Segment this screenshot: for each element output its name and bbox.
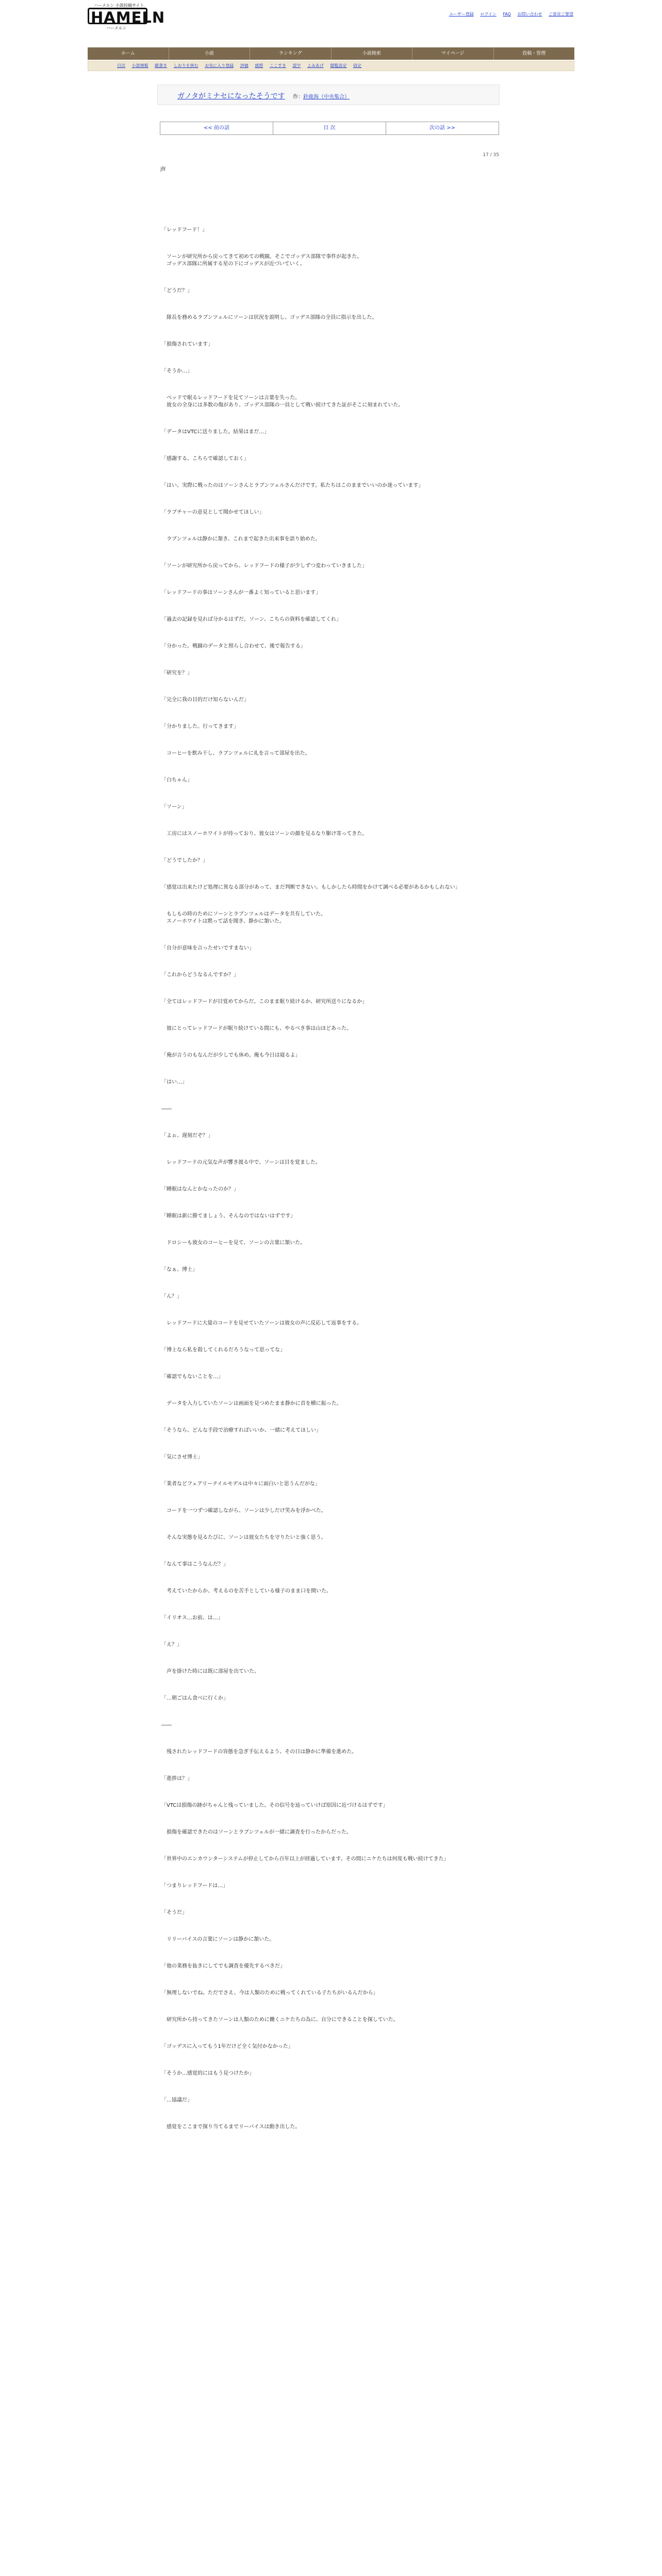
story-paragraph: 「はい。実際に戦ったのはソーンさんとラブンツェルさんだけです。私たちはこのままでいいのか迷っています」 bbox=[161, 483, 424, 488]
story-paragraph: 「確認でもないことを…」 bbox=[161, 1374, 223, 1380]
link-login[interactable]: ログイン bbox=[480, 12, 496, 16]
story-paragraph: 「完全に我の目的だけ知らないんだ」 bbox=[161, 697, 249, 703]
story-paragraph: 研究所から持ってきたソーンは人類のために働くニケたちの為に、自分にできることを探していた。 bbox=[161, 2017, 399, 2023]
story-paragraph: 考えていたからか、考えるのを苦手としている様子のまま口を開いた。 bbox=[161, 1588, 332, 1594]
nav-novels[interactable]: 小説 bbox=[169, 47, 251, 60]
story-paragraph: 「…協議だ」 bbox=[161, 2097, 192, 2103]
subnav-index[interactable]: 目次 bbox=[117, 63, 125, 68]
top-links bbox=[444, 11, 573, 17]
chapter-title: 声 bbox=[160, 166, 167, 173]
story-paragraph: 「そうか…感覚的にはもう見つけたか」 bbox=[161, 2071, 254, 2076]
story-paragraph: 「他の業務を抜きにしてでも調査を優先するべきだ」 bbox=[161, 1963, 285, 1969]
link-feedback[interactable]: ご意見ご要望 bbox=[549, 12, 573, 16]
story-paragraph: 感覚をここまで探り当てるまでリーバイスは動き出した。 bbox=[161, 2124, 301, 2130]
story-paragraph: 隊長を務めるラブンツェルにソーンは状況を説明し、ゴッデス部隊の全員に指示を出した。 bbox=[161, 315, 377, 320]
story-paragraph: 「なんて事はこうなんだ？」 bbox=[161, 1562, 228, 1567]
subnav-info[interactable]: 小説情報 bbox=[131, 63, 148, 68]
story-paragraph: 「イリオス…お前、は…」 bbox=[161, 1615, 223, 1621]
story-paragraph: 「そうだ」 bbox=[161, 1910, 187, 1916]
author-prefix: 作： bbox=[293, 94, 303, 100]
story-paragraph: 「白ちゃん」 bbox=[161, 777, 192, 783]
story-paragraph: ―― bbox=[161, 1106, 172, 1112]
nav-home[interactable]: ホーム bbox=[88, 47, 169, 60]
subnav-read-aloud[interactable]: よみあげ bbox=[307, 63, 324, 68]
story-paragraph: 「過去の記録を見れば分かるはずだ。ソーン、こちらの資料を確認してくれ」 bbox=[161, 617, 341, 622]
story-paragraph: 残されたレッドフードの容態を急ぎ手伝えるよう、その日は静かに準備を進めた。 bbox=[161, 1749, 357, 1755]
subnav-view-settings[interactable]: 閲覧設定 bbox=[330, 63, 347, 68]
subnav-rate[interactable]: 評価 bbox=[240, 63, 249, 68]
subnav-typo[interactable]: 誤字 bbox=[292, 63, 301, 68]
story-paragraph: 「業者などフェアリーテイルモデルは中々に面白いと思うんだがな」 bbox=[161, 1481, 320, 1487]
story-paragraph: 「分かりました。行ってきます」 bbox=[161, 724, 239, 730]
story-paragraph: 「どうでしたか？」 bbox=[161, 858, 208, 863]
story-paragraph: ラブンツェルは静かに頷き、これまで起きた出来事を語り始めた。 bbox=[161, 536, 321, 542]
novel-author bbox=[293, 92, 350, 100]
story-paragraph: コーヒーを飲み干し、ラブンツェルに礼を言って部屋を出た。 bbox=[161, 751, 310, 756]
nav-ranking[interactable]: ランキング bbox=[250, 47, 332, 60]
link-contact[interactable]: お問い合わせ bbox=[517, 12, 542, 16]
site-header bbox=[0, 0, 662, 32]
story-paragraph: 「無理しないでね。ただでさえ、今は人類のために戦ってくれている子たちがいるんだから」 bbox=[161, 1990, 378, 1996]
novel-subnav bbox=[88, 61, 574, 71]
subnav-review[interactable]: 感想 bbox=[255, 63, 263, 68]
story-paragraph: 「つまりレッドフードは…」 bbox=[161, 1883, 228, 1889]
story-paragraph: 「博士なら私を殺してくれるだろうなって思ってな」 bbox=[161, 1347, 285, 1353]
index-link[interactable]: 目 次 bbox=[273, 122, 386, 134]
main-nav bbox=[88, 47, 574, 60]
story-paragraph: 「分かった。戦闘のデータと照らし合わせて、後で報告する」 bbox=[161, 643, 306, 649]
link-register[interactable]: ユーザー登録 bbox=[449, 12, 474, 16]
story-paragraph: ドロシーも彼女のコーヒーを見て、ソーンの言葉に頷いた。 bbox=[161, 1240, 306, 1246]
story-paragraph: 「気にさせ博士」 bbox=[161, 1454, 203, 1460]
story-paragraph: コードを一つずつ確認しながら、ソーンは少しだけ笑みを浮かべた。 bbox=[161, 1508, 326, 1514]
story-paragraph: 「はい…」 bbox=[161, 1079, 187, 1085]
story-paragraph: 「よぉ、遅刻だぞ？」 bbox=[161, 1133, 213, 1139]
page-counter: 17 / 35 bbox=[483, 152, 499, 158]
story-paragraph: 「睡眠は新に勝てましょう、そんなのではないはずです」 bbox=[161, 1213, 296, 1219]
story-paragraph: レッドフードに大量のコードを見せていたソーンは彼女の声に反応して返事をする。 bbox=[161, 1320, 362, 1326]
story-paragraph: ソーンが研究所から戻ってきて初めての戦闘。そこでゴッデス部隊で事件が起きた。 ゴッデス部隊に所属する星の下にゴッデスが近づいていく。 bbox=[166, 254, 362, 267]
site-tagline: ハーメルン 小説投稿サイト bbox=[94, 3, 144, 8]
story-paragraph: データを入力していたソーンは画面を見つめたまま静かに首を横に振った。 bbox=[161, 1401, 342, 1406]
story-paragraph: 「ゴッデスに入ってもう1年だけど全く気付かなかった」 bbox=[161, 2044, 293, 2049]
nav-post[interactable]: 投稿・管理 bbox=[522, 51, 546, 56]
subnav-like[interactable]: ここすき bbox=[269, 63, 286, 68]
story-paragraph: 「ラブチャーの意見として聞かせてほしい」 bbox=[161, 510, 264, 515]
novel-title[interactable]: ガノタがミナセになったそうです bbox=[177, 92, 285, 100]
story-paragraph: 「なぁ、博士」 bbox=[161, 1267, 197, 1273]
story-paragraph: 「ソーン」 bbox=[161, 804, 187, 810]
story-paragraph: 「え？」 bbox=[161, 1642, 182, 1648]
story-paragraph: 「レッドフード！」 bbox=[161, 227, 208, 233]
story-paragraph: 「データはVTCに送りました。結果はまだ…」 bbox=[161, 429, 270, 435]
subnav-bookmark[interactable]: しおりを挟む bbox=[173, 63, 198, 68]
story-paragraph: もしもの時のためにソーンとラブンツェルはデータを共有していた。 スノーホワイトは黙って話を聞き、静かに頷いた。 bbox=[166, 911, 326, 924]
story-paragraph: 「これからどうなるんですか？」 bbox=[161, 972, 239, 978]
story-paragraph: ―― bbox=[161, 1722, 172, 1728]
story-paragraph: 「睡眠はなんとかなったのか？」 bbox=[161, 1187, 239, 1192]
story-paragraph: 「感謝する。こちらで確認しておく」 bbox=[161, 456, 249, 462]
story-paragraph: 「進捗は？」 bbox=[161, 1776, 192, 1782]
story-paragraph: 彼にとってレッドフードが眠り続けている間にも、やるべき事は山ほどあった。 bbox=[161, 1026, 352, 1031]
story-paragraph: 工房にはスノーホワイトが待っており、彼女はソーンの顔を見るなり駆け寄ってきた。 bbox=[161, 831, 368, 837]
next-chapter-link[interactable]: 次の話 >> bbox=[429, 125, 455, 131]
story-paragraph: 「損傷されています」 bbox=[161, 342, 213, 347]
story-paragraph: 声を掛けた時には既に部屋を出ていた。 bbox=[161, 1669, 259, 1674]
nav-mypage[interactable]: マイページ bbox=[412, 47, 494, 60]
story-paragraph: 「…朝ごはん食べに行くか」 bbox=[161, 1696, 228, 1701]
story-paragraph: 「俺が言うのもなんだが少しでも休め。俺も今日は寝るよ」 bbox=[161, 1053, 301, 1058]
site-logo[interactable] bbox=[88, 3, 166, 30]
story-paragraph: 「感覚は出来たけど処理に異なる部分があって、まだ判断できない。もしかしたら時間をかけて調べる必要があるかもしれない」 bbox=[161, 885, 460, 890]
chapter-pager bbox=[160, 122, 499, 135]
story-paragraph: 「ん？」 bbox=[161, 1294, 182, 1299]
story-paragraph: 「研究を？」 bbox=[161, 670, 192, 676]
link-faq[interactable]: FAQ bbox=[503, 12, 511, 16]
subnav-favorite[interactable]: お気に入り登録 bbox=[205, 63, 234, 68]
story-paragraph: リリーバイスの言葉にソーンは静かに頷いた。 bbox=[161, 1937, 275, 1942]
logo-sub: ハーメルン bbox=[106, 26, 127, 30]
story-body bbox=[161, 227, 499, 2150]
subnav-pin[interactable]: 固定 bbox=[353, 63, 362, 68]
story-paragraph: レッドフードの元気な声が響き渡る中で、ソーンは目を覚ました。 bbox=[161, 1160, 321, 1165]
logo-mark: HAMELN bbox=[88, 8, 147, 24]
story-paragraph: 「そうか…」 bbox=[161, 368, 192, 374]
story-paragraph: 「世界中のエンカウンターシステムが停止してから百年以上が経過しています。その間にニケたちは何度も戦い続けてきた」 bbox=[161, 1856, 449, 1862]
author-link[interactable]: 鈴鹿海（中央集合） bbox=[303, 94, 350, 100]
story-paragraph: 「そうなら、どんな手段で治療すればいいか、一緒に考えてほしい」 bbox=[161, 1428, 321, 1433]
story-paragraph: 「VTCは損傷の跡がちゃんと残っていました。その信号を辿っていけば原因に近づけるはずです」 bbox=[161, 1803, 388, 1808]
story-paragraph: 「ソーンが研究所から戻ってから、レッドフードの様子が少しずつ変わっていきました」 bbox=[161, 563, 367, 569]
prev-chapter-link[interactable]: << 前の話 bbox=[160, 122, 273, 134]
novel-title-box bbox=[157, 84, 500, 105]
nav-search[interactable]: 小説検索 bbox=[332, 47, 413, 60]
story-paragraph: 「どうだ？」 bbox=[161, 288, 192, 294]
story-paragraph: 損傷を確認できたのはソーンとラブンツェルが一緒に調査を行ったからだった。 bbox=[161, 1829, 352, 1835]
story-paragraph: 「レッドフードの事はソーンさんが一番よく知っていると思います」 bbox=[161, 590, 321, 596]
subnav-vertical[interactable]: 縦書き bbox=[155, 63, 168, 68]
story-paragraph: 「全てはレッドフードが目覚めてからだ。このまま眠り続けるか、研究所送りになるか」 bbox=[161, 999, 368, 1005]
story-paragraph: ベッドで眠るレッドフードを見てソーンは言葉を失った。 彼女の全身には多数の傷があり、ゴッデス部隊の一員として戦い続けてきた証がそこに刻まれていた。 bbox=[166, 395, 404, 408]
story-paragraph: そんな実態を見るたびに、ソーンは彼女たちを守りたいと強く思う。 bbox=[161, 1535, 326, 1540]
story-paragraph: 「自分が意味を言ったせいですまない」 bbox=[161, 945, 254, 951]
